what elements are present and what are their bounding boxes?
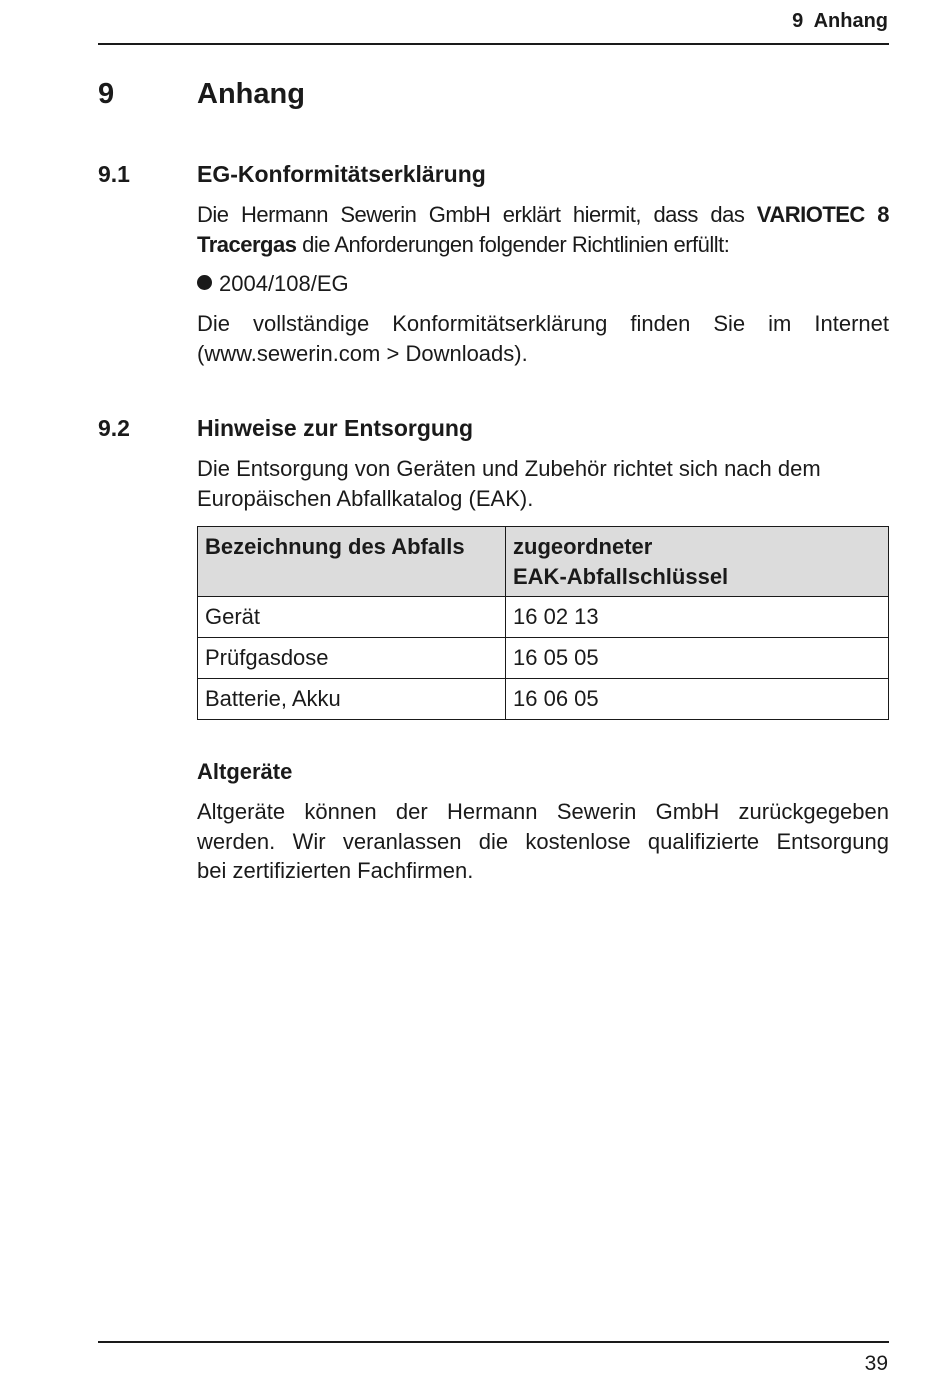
running-header-number: 9 [792, 10, 804, 32]
table-header-label: Bezeichnung des Abfalls [198, 527, 506, 597]
conformity-note [197, 309, 889, 368]
product-name-line1: VARIOTEC 8 [756, 202, 890, 227]
table-cell-code: 16 06 05 [506, 679, 889, 720]
eak-table [197, 526, 889, 720]
section-1-number: 9.1 [98, 161, 130, 187]
directive-text: 2004/108/EG [219, 271, 349, 296]
table-cell-code: 16 05 05 [506, 638, 889, 679]
old-devices-line2: werden. Wir veranlassen die kostenlose qualifizierte Entsorgung [197, 828, 889, 854]
section-2-title: Hinweise zur Entsorgung [197, 415, 474, 441]
intro-after: die Anforderungen folgender Richtlinien erfüllt: [296, 231, 730, 257]
page-number: 39 [864, 1352, 888, 1375]
disposal-intro-line1: Die Entsorgung von Geräten und Zubehör richtet sich nach dem [197, 456, 821, 481]
chapter-title: Anhang [197, 78, 305, 110]
note-line2: (www.sewerin.com > Downloads). [197, 340, 528, 366]
table-cell-label: Batterie, Akku [198, 679, 506, 720]
old-devices-text [197, 797, 889, 886]
section-2-number: 9.2 [98, 415, 130, 441]
table-row [198, 597, 889, 638]
chapter-number: 9 [98, 78, 115, 110]
table-cell-code: 16 02 13 [506, 597, 889, 638]
old-devices-heading: Altgeräte [197, 759, 293, 784]
product-name-line2: Tracergas [197, 231, 297, 257]
table-cell-label: Gerät [198, 597, 506, 638]
table-header-row [198, 527, 889, 597]
running-header [792, 10, 888, 33]
disposal-intro-line2: Europäischen Abfallkatalog (EAK). [197, 485, 534, 511]
old-devices-line3: bei zertifizierten Fachfirmen. [197, 858, 474, 883]
conformity-intro [197, 200, 889, 259]
table-row [198, 679, 889, 720]
bullet-icon [197, 275, 212, 290]
old-devices-line1: Altgeräte können der Hermann Sewerin GmbH zurückgegeben [197, 799, 889, 824]
running-header-title: Anhang [813, 10, 888, 32]
footer-rule [98, 1341, 889, 1343]
intro-before: Die Hermann Sewerin GmbH erklärt hiermit, dass das [197, 202, 757, 227]
note-line1: Die vollständige Konformitätserklärung finden Sie im Internet [197, 311, 889, 336]
section-1-title: EG-Konformitätserklärung [197, 161, 486, 187]
directive-bullet [197, 269, 889, 299]
disposal-intro [197, 454, 889, 513]
table-cell-label: Prüfgasdose [198, 638, 506, 679]
header-rule [98, 43, 889, 45]
table-header-code: zugeordneter EAK-Abfallschlüssel [506, 527, 889, 597]
table-row [198, 638, 889, 679]
